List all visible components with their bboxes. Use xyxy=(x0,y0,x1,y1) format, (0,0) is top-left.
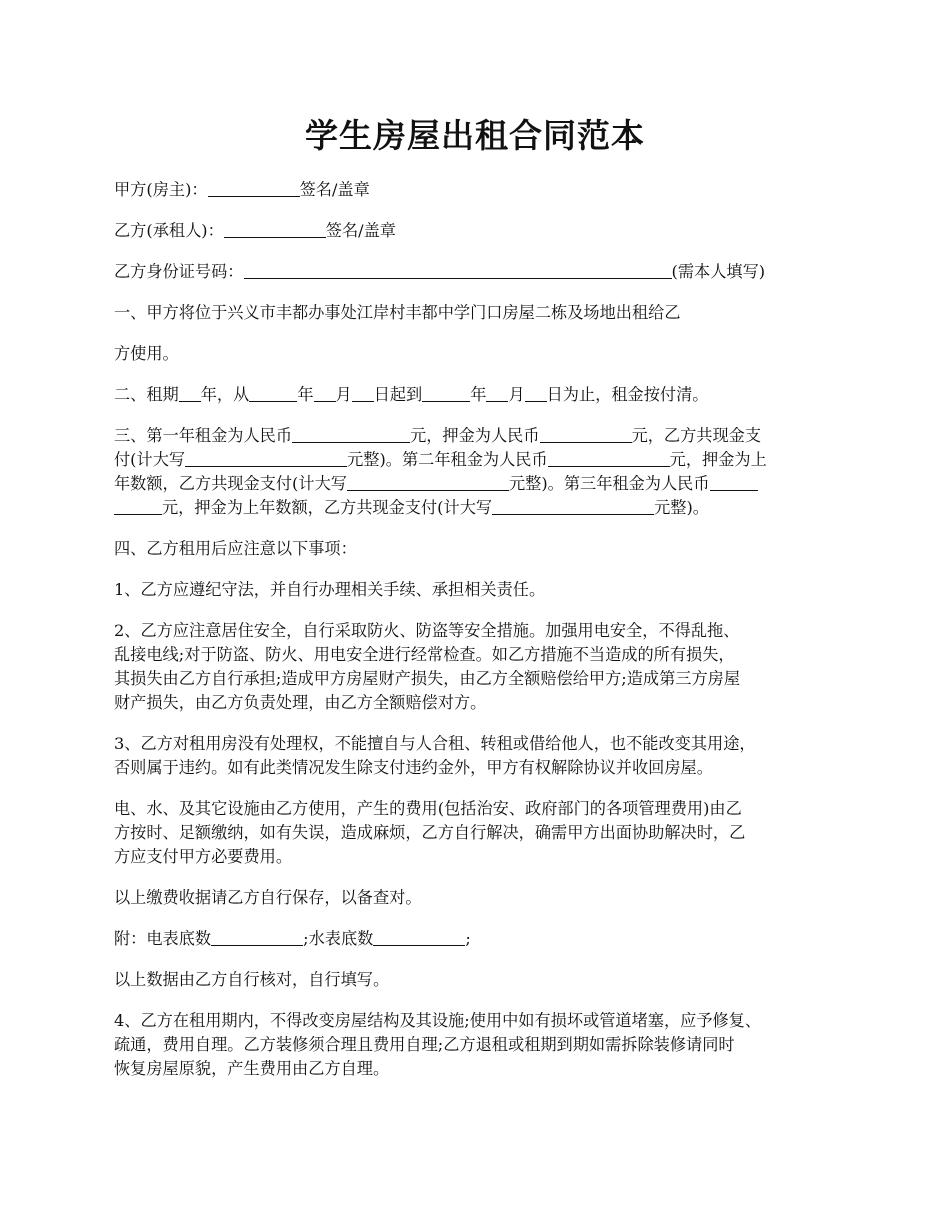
party-b-blank[interactable] xyxy=(224,221,326,238)
item-4: 4、乙方在租用期内，不得改变房屋结构及其设施;使用中如有损坏或管道堵塞，应予修复、 疏通，费用自理。乙方装修须合理且费用自理;乙方退租或租期到期如需拆除装修请同时 恢复房屋原貌，产生费用由乙方自理。 xyxy=(114,1011,762,1078)
page-title: 学生房屋出租合同范本 xyxy=(305,116,645,155)
clause-3-line-2: 付(计大写 元整)。第二年租金为人民币 元，押金为上 xyxy=(114,450,767,469)
id-number-line: 乙方身份证号码： (需本人填写) xyxy=(114,262,766,281)
party-a-blank[interactable] xyxy=(208,180,300,197)
item-3: 3、乙方对租用房没有处理权，不能擅自与人合租、转租或借给他人，也不能改变其用途， 否则属于违约。如有此类情况发生除支付违约金外，甲方有权解除协议并收回房屋。 xyxy=(114,734,756,777)
first-year-total-words-blank[interactable] xyxy=(185,450,347,467)
clause-2: 二、租期 年，从 年 月 日起到 年 月 日为止，租金按付清。 xyxy=(114,385,709,404)
utilities-paragraph: 电、水、及其它设施由乙方使用，产生的费用(包括治安、政府部门的各项管理费用)由乙 方按时、足额缴纳，如有失误，造成麻烦，乙方自行解决，确需甲方出面协助解决时，乙 方应支付甲方必要费用。 xyxy=(114,799,746,866)
clause-3-line-4: 元，押金为上年数额，乙方共现金支付(计大写 元整)。 xyxy=(114,496,844,520)
id-number-blank[interactable] xyxy=(244,262,672,279)
end-year-blank[interactable] xyxy=(422,385,470,402)
clause-3 xyxy=(114,424,844,520)
third-year-total-words-blank[interactable] xyxy=(492,498,654,515)
second-year-total-words-blank[interactable] xyxy=(347,474,509,491)
start-month-blank[interactable] xyxy=(314,385,336,402)
item-1: 1、乙方应遵纪守法，并自行办理相关手续、承担相关责任。 xyxy=(114,580,546,599)
start-year-blank[interactable] xyxy=(249,385,297,402)
clause-1-line-1: 一、甲方将位于兴义市丰都办事处江岸村丰都中学门口房屋二栋及场地出租给乙 xyxy=(114,303,681,322)
third-year-rent-blank-b[interactable] xyxy=(114,498,162,515)
second-year-rent-blank[interactable] xyxy=(548,450,670,467)
party-b-line: 乙方(承租人)： 签名/盖章 xyxy=(114,221,396,240)
clause-4-heading: 四、乙方租用后应注意以下事项： xyxy=(114,539,357,558)
first-year-deposit-blank[interactable] xyxy=(540,426,632,443)
meter-readings: 附：电表底数 ;水表底数 ; xyxy=(114,929,471,948)
start-day-blank[interactable] xyxy=(352,385,374,402)
party-a-line: 甲方(房主)： 签名/盖章 xyxy=(114,180,370,199)
lease-years-blank[interactable] xyxy=(179,385,201,402)
end-day-blank[interactable] xyxy=(525,385,547,402)
water-meter-blank[interactable] xyxy=(373,929,465,946)
third-year-rent-blank-a[interactable] xyxy=(710,474,758,491)
receipts-note: 以上缴费收据请乙方自行保存，以备查对。 xyxy=(114,888,422,907)
contract-body xyxy=(114,178,844,1098)
item-2: 2、乙方应注意居住安全，自行采取防火、防盗等安全措施。加强用电安全，不得乱拖、 乱接电线;对于防盗、防火、用电安全进行经常检查。如乙方措施不当造成的所有损失， 其损失由乙方自行承担;造成甲方房屋财产损失，由乙方全额赔偿给甲方;造成第三方房屋 财产损失，由乙方负责处理，由乙方全额赔偿对方。 xyxy=(114,621,741,712)
clause-3-line-3: 年数额，乙方共现金支付(计大写 元整)。第三年租金为人民币 xyxy=(114,472,844,496)
end-month-blank[interactable] xyxy=(486,385,508,402)
verify-note: 以上数据由乙方自行核对，自行填写。 xyxy=(114,970,390,989)
first-year-rent-blank[interactable] xyxy=(292,426,410,443)
electric-meter-blank[interactable] xyxy=(211,929,303,946)
clause-1-line-2: 方使用。 xyxy=(114,344,179,363)
clause-3-line-1: 三、第一年租金为人民币 元，押金为人民币 元，乙方共现金支 xyxy=(114,426,762,445)
